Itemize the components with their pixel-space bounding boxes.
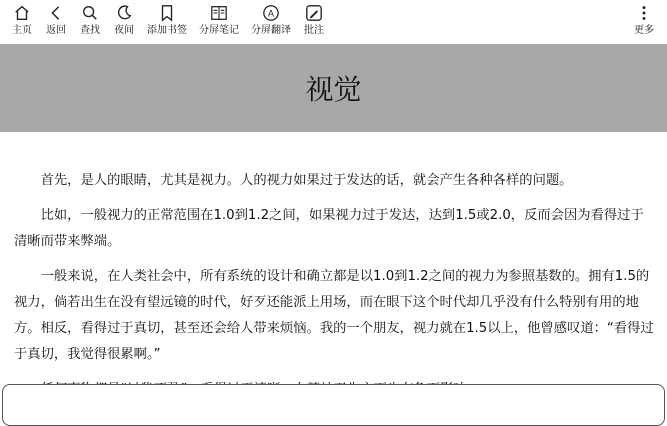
add-bookmark-label: 添加书签: [147, 25, 187, 36]
night-mode-button[interactable]: [110, 4, 138, 42]
back-arrow-icon: [47, 4, 65, 22]
bookmark-icon: [158, 4, 176, 22]
split-notes-button[interactable]: [196, 4, 242, 42]
svg-text:A: A: [267, 9, 275, 20]
annotate-label: 批注: [304, 25, 324, 36]
paragraph: 首先，是人的眼睛，尤其是视力。人的视力如果过于发达的话，就会产生各种各样的问题。: [40, 173, 573, 188]
back-button[interactable]: [42, 4, 70, 42]
more-dots-icon: [635, 4, 653, 22]
moon-icon: [115, 4, 133, 22]
find-label: 查找: [80, 25, 100, 36]
paragraph: 比如，一般视力的正常范围在1.0到1.2之间，如果视力过于发达，达到1.5或2.0，反而会因为看得过于清晰而带来弊端。: [14, 208, 644, 249]
annotate-icon: [305, 4, 323, 22]
chapter-title: 视觉: [305, 73, 362, 106]
translate-icon: [262, 4, 280, 22]
reader-toolbar: [0, 0, 667, 44]
home-icon: [13, 4, 31, 22]
annotate-button[interactable]: [300, 4, 328, 42]
split-notes-icon: [210, 4, 228, 22]
split-translate-button[interactable]: [248, 4, 294, 42]
add-bookmark-button[interactable]: [144, 4, 190, 42]
paragraph: 一般来说，在人类社会中，所有系统的设计和确立都是以1.0到1.2之间的视力为参照基数的。拥有1.5的视力，倘若出生在没有望远镜的时代，好歹还能派上用场，而在眼下这个时代却几乎没有什么特别有用的地方。相反，看得过于真切，甚至还会给人带来烦恼。我的一个朋友，视力就在1.5以上，他曾感叹道：“看得过于真切，我觉得很累啊。”: [14, 269, 654, 362]
home-button[interactable]: [8, 4, 36, 42]
more-button[interactable]: [630, 4, 658, 42]
night-mode-label: 夜间: [114, 25, 134, 36]
search-icon: [81, 4, 99, 22]
bottom-panel[interactable]: [2, 384, 665, 426]
split-notes-label: 分屏笔记: [199, 25, 239, 36]
more-label: 更多: [634, 25, 654, 36]
split-translate-label: 分屏翻译: [251, 25, 291, 36]
home-label: 主页: [12, 25, 32, 36]
chapter-title-band: [0, 44, 667, 132]
back-label: 返回: [46, 25, 66, 36]
chapter-content: [14, 168, 654, 412]
find-button[interactable]: [76, 4, 104, 42]
